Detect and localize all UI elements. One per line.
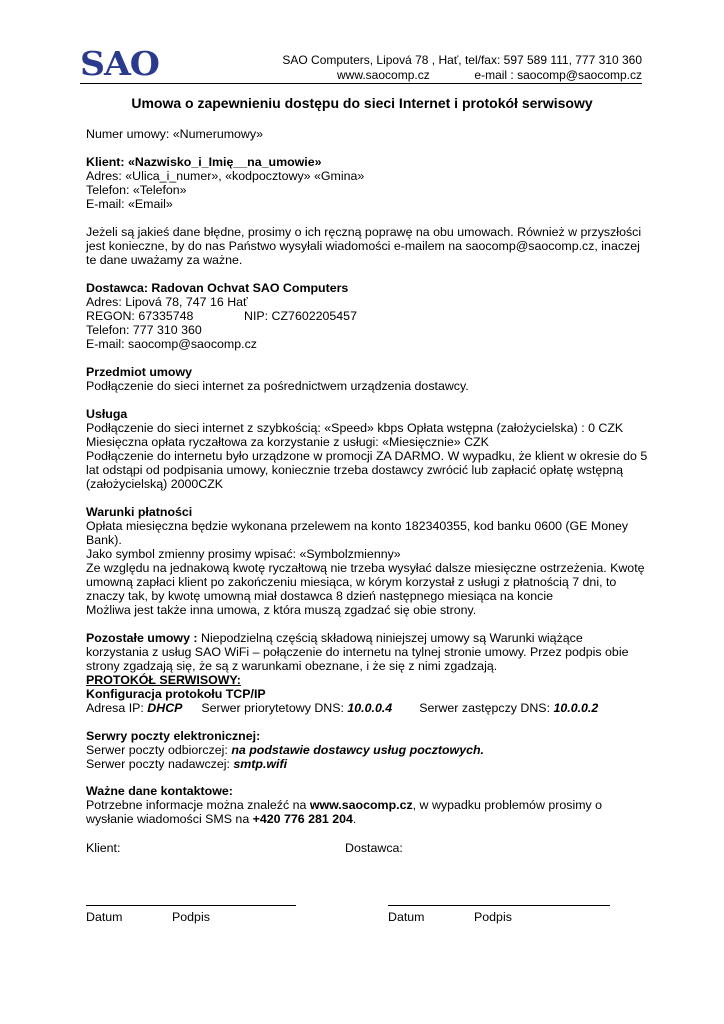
contract-number: Numer umowy: «Numerumowy» <box>86 127 263 141</box>
tcp-settings <box>86 701 638 715</box>
subject-section <box>86 365 638 393</box>
ip-label: Adresa IP: <box>86 701 148 715</box>
mail-heading: Serwry poczty elektronicznej: <box>86 729 261 743</box>
supplier-section <box>86 281 638 351</box>
header-website[interactable]: www.saocomp.cz <box>337 68 430 82</box>
payment-heading: Warunki płatności <box>86 505 193 519</box>
service-line: Miesięczna opłata ryczałtowa za korzystanie z usługi: «Miesięcznie» CZK <box>86 435 489 449</box>
supplier-signature-line <box>388 905 610 906</box>
contact-text: Potrzebne informacje można znaleźć na <box>86 798 310 812</box>
header-email[interactable]: e-mail : saocomp@saocomp.cz <box>474 68 642 82</box>
ip-value: DHCP <box>147 701 183 715</box>
payment-line: Bank). <box>86 533 122 547</box>
other-section <box>86 631 638 715</box>
client-sign-label: Podpis <box>172 910 210 924</box>
payment-line: znaczy tak, by kwotę umowną miał dostawca 8 dzień następnego miesiąca na koncie <box>86 589 553 603</box>
tcp-heading: Konfiguracja protokołu TCP/IP <box>86 687 266 701</box>
payment-line: umowną zapłaci klient po zakończeniu miesiąca, w kórym korzystał z usługi z płatnością 7 dni, to <box>86 575 617 589</box>
contact-sms-number: +420 776 281 204 <box>252 812 353 826</box>
notice-line: te dane uważamy za ważne. <box>86 253 243 267</box>
subject-text: Podłączenie do sieci internet za pośrednictwem urządzenia dostawcy. <box>86 379 469 393</box>
service-line: Podłączenie do sieci internet z szybkością: «Speed» kbps Opłata wstępna (założycielska) : 0 CZK <box>86 421 624 435</box>
header-divider <box>80 83 642 84</box>
supplier-email: E-mail: saocomp@saocomp.cz <box>86 337 257 351</box>
other-line: korzystania z usług SAO WiFi – połączenie do internetu na tylnej stronie umowy. Przez podpis obie <box>86 645 629 659</box>
contact-section <box>86 784 638 826</box>
mail-section <box>86 729 638 771</box>
service-line: Podłączenie do internetu było urządzone w promocji ZA DARMO. W wypadku, że klient w okresie do 5 <box>86 449 648 463</box>
service-line: lat odstąpi od podpisania umowy, koniecznie trzeba dostawcy zwrócić lub zapłacić opłatę wstępną <box>86 463 623 477</box>
other-line: strony zgadzają się, że są z warunkami obeznane, i że się z nimi zgadzają. <box>86 659 498 673</box>
contact-text: , w wypadku problemów prosimy o <box>412 798 603 812</box>
client-signature-label: Klient: <box>86 841 121 855</box>
supplier-ids <box>86 309 638 323</box>
supplier-signature-label: Dostawca: <box>345 841 403 855</box>
payment-line: Możliwa jest także inna umowa, z która muszą zgadzać się obie strony. <box>86 603 477 617</box>
client-address: Adres: «Ulica_i_numer», «kodpocztowy» «Gmina» <box>86 169 365 183</box>
supplier-regon: REGON: 67335748 <box>86 309 194 323</box>
client-signature-line <box>86 905 296 906</box>
payment-line: Opłata miesięczna będzie wykonana przelewem na konto 182340355, kod banku 0600 (GE Money <box>86 519 629 533</box>
payment-line: Ze względu na jednakową kwotę ryczałtową nie trzeba wysyłać dalsze miesięczne ostrzeżenia. Kwotę <box>86 561 645 575</box>
supplier-date-label: Datum <box>388 910 425 924</box>
client-email: E-mail: «Email» <box>86 197 173 211</box>
protocol-heading: PROTOKÓŁ SERWISOWY: <box>86 673 241 687</box>
other-text: Niepodzielną częścią składową niniejszej umowy są Warunki wiążące <box>197 631 583 645</box>
supplier-sign-label: Podpis <box>474 910 512 924</box>
service-line: (założycielską) 2000CZK <box>86 477 224 491</box>
supplier-phone: Telefon: 777 310 360 <box>86 323 202 337</box>
service-section <box>86 407 648 491</box>
dns2-value: 10.0.0.2 <box>553 701 599 715</box>
sao-logo: SAO <box>80 44 159 83</box>
document-title: Umowa o zapewnieniu dostępu do sieci Internet i protokół serwisowy <box>131 95 593 111</box>
client-name: Klient: «Nazwisko_i_Imię__na_umowie» <box>86 155 322 169</box>
other-label: Pozostałe umowy : <box>86 631 198 645</box>
payment-line: Jako symbol zmienny prosimy wpisać: «Symbolzmienny» <box>86 547 401 561</box>
contract-number-section <box>86 127 638 141</box>
client-date-label: Datum <box>86 910 123 924</box>
client-section <box>86 155 638 211</box>
contact-text: wysłanie wiadomości SMS na <box>86 812 253 826</box>
contact-text: . <box>352 812 357 826</box>
mail-out-label: Serwer poczty nadawczej: <box>86 757 234 771</box>
dns1-value: 10.0.0.4 <box>347 701 393 715</box>
mail-out-value: smtp.wifi <box>233 757 288 771</box>
subject-heading: Przedmiot umowy <box>86 365 193 379</box>
payment-section <box>86 505 645 617</box>
contact-heading: Ważne dane kontaktowe: <box>86 784 233 798</box>
client-phone: Telefon: «Telefon» <box>86 183 187 197</box>
supplier-address: Adres: Lipová 78, 747 16 Hať <box>86 295 248 309</box>
service-heading: Usługa <box>86 407 128 421</box>
notice-line: Jeżeli są jakieś dane błędne, prosimy o ich ręczną poprawę na obu umowach. Również w przyszłości <box>86 225 642 239</box>
supplier-nip: NIP: CZ7602205457 <box>244 309 357 323</box>
dns1-label: Serwer priorytetowy DNS: <box>201 701 348 715</box>
notice-section <box>86 225 642 267</box>
notice-line: jest konieczne, by do nas Państwo wysyłali wiadomości e-mailem na saocomp@saocomp.cz, inaczej <box>86 239 640 253</box>
header-address: SAO Computers, Lipová 78 , Hať, tel/fax: 597 589 111, 777 310 360 <box>282 53 642 67</box>
mail-in-label: Serwer poczty odbiorczej: <box>86 743 232 757</box>
mail-in-value: na podstawie dostawcy usług pocztowych. <box>231 743 484 757</box>
dns2-label: Serwer zastępczy DNS: <box>419 701 554 715</box>
supplier-heading: Dostawca: Radovan Ochvat SAO Computers <box>86 281 349 295</box>
contact-website[interactable]: www.saocomp.cz <box>309 798 413 812</box>
